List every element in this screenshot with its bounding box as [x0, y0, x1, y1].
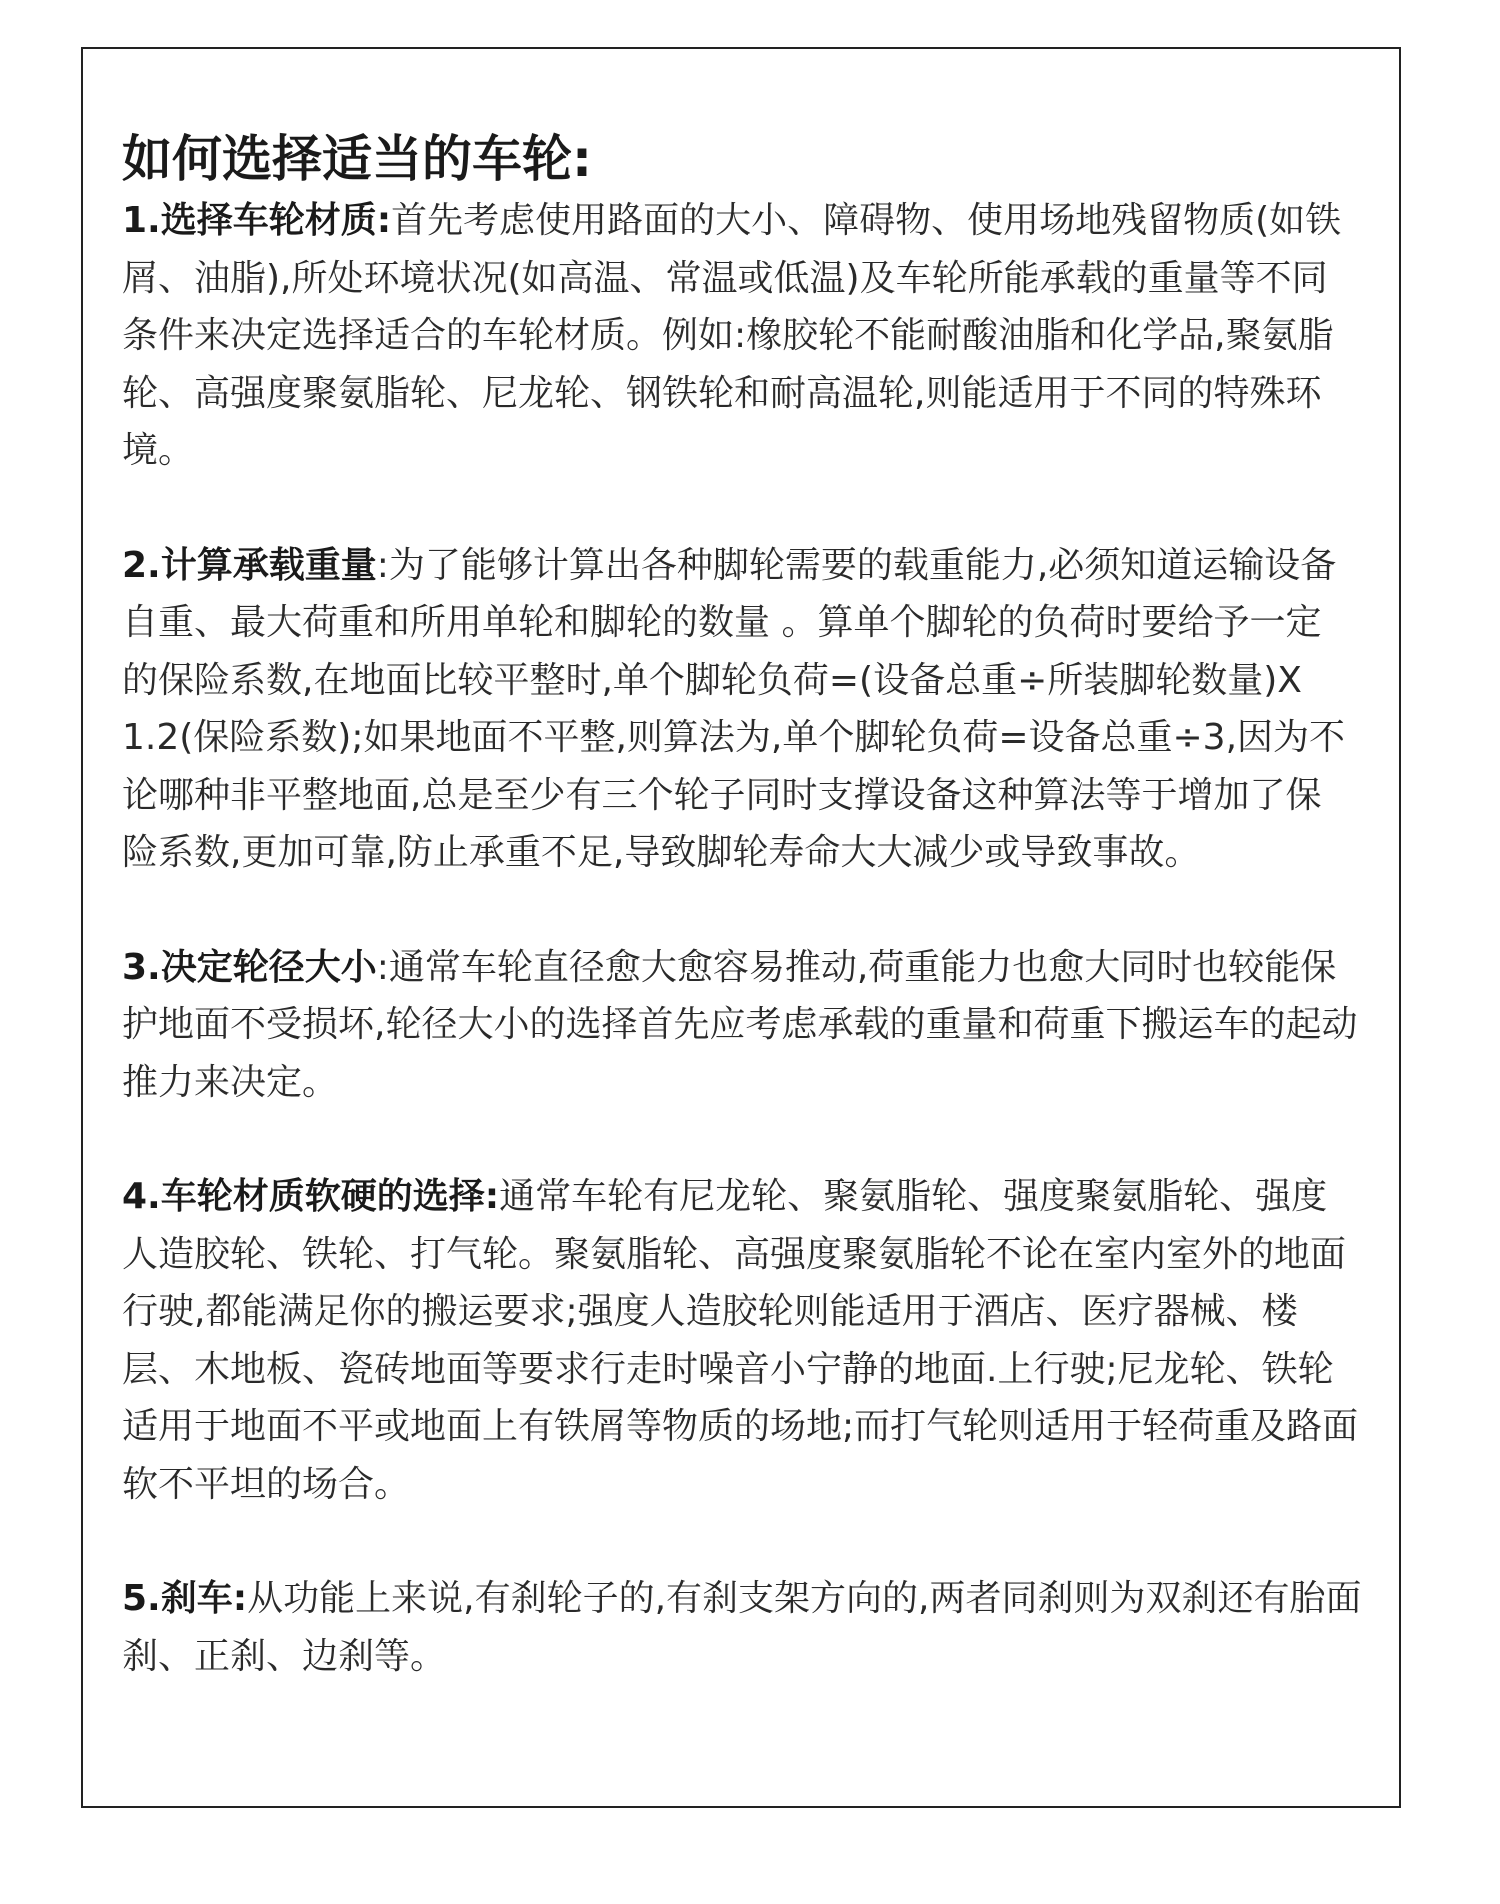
section-heading: 1.选择车轮材质: [122, 200, 392, 241]
document-title: 如何选择适当的车轮: [122, 130, 592, 188]
section-load-weight [122, 537, 1347, 882]
section-heading: 5.刹车: [122, 1578, 248, 1619]
section-brake [122, 1570, 1362, 1685]
section-heading: 2.计算承载重量 [122, 544, 377, 586]
document-content [122, 128, 1372, 1742]
section-heading: 3.决定轮径大小 [122, 946, 377, 988]
section-body: 从功能上来说,有刹轮子的,有刹支架方向的,两者同刹则为双刹还有胎面刹、正刹、边刹等。 [122, 1578, 1362, 1677]
section-body: :通常车轮直径愈大愈容易推动,荷重能力也愈大同时也较能保护地面不受损坏,轮径大小的选择首先应考虑承载的重量和荷重下搬运车的起动推力来决定。 [122, 946, 1358, 1103]
section-body: 首先考虑使用路面的大小、障碍物、使用场地残留物质(如铁屑、油脂),所处环境状况(如高温、常温或低温)及车轮所能承载的重量等不同条件来决定选择适合的车轮材质。例如:橡胶轮不能耐酸油脂和化学品,聚氨脂轮、高强度聚氨脂轮、尼龙轮、钢铁轮和耐高温轮,则能适用于不同的特殊环境。 [122, 200, 1342, 471]
section-heading: 4.车轮材质软硬的选择: [122, 1176, 500, 1217]
section-material-hardness [122, 1168, 1362, 1513]
section-wheel-material [122, 192, 1347, 480]
section-wheel-diameter [122, 939, 1362, 1112]
section-body: 通常车轮有尼龙轮、聚氨脂轮、强度聚氨脂轮、强度人造胶轮、铁轮、打气轮。聚氨脂轮、高强度聚氨脂轮不论在室内室外的地面行驶,都能满足你的搬运要求;强度人造胶轮则能适用于酒店、医疗器械、楼层、木地板、瓷砖地面等要求行走时噪音小宁静的地面.上行驶;尼龙轮、铁轮适用于地面不平或地面上有铁屑等物质的场地;而打气轮则适用于轻荷重及路面软不平坦的场合。 [122, 1176, 1359, 1505]
section-body: :为了能够计算出各种脚轮需要的载重能力,必须知道运输设备自重、最大荷重和所用单轮和脚轮的数量 。算单个脚轮的负荷时要给予一定的保险系数,在地面比较平整时,单个脚轮负荷=(设备总重÷所装脚轮数量)X 1.2(保险系数);如果地面不平整,则算法为,单个脚轮负荷=设备总重÷3,因为不论哪种非平整地面,总是至少有三个轮子同时支撑设备这种算法等于增加了保险系数,更加可靠,防止承重不足,导致脚轮寿命大大减少或导致事故。 [122, 544, 1346, 873]
